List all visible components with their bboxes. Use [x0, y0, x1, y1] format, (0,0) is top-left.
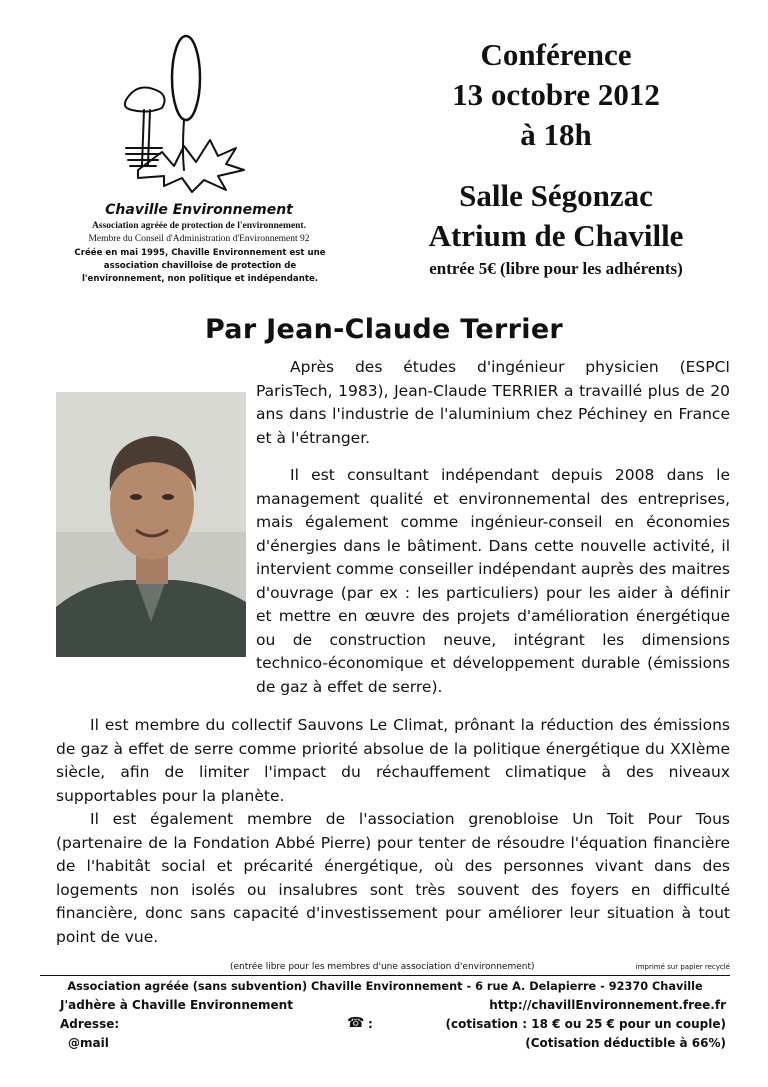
speaker-photo	[56, 392, 246, 657]
phone-icon: ☎	[347, 1015, 365, 1031]
org-description: Créée en mai 1995, Chaville Environnement est une association chavilloise de protection de l'environnement, non politique et indépendante.	[74, 248, 326, 284]
footer-email-label: @mail	[68, 1036, 109, 1050]
org-tagline: Association agréée de protection de l'environnement.	[92, 221, 306, 231]
logo	[118, 30, 268, 200]
footer-divider	[40, 975, 730, 976]
footer-recycled: imprimé sur papier recyclé	[635, 963, 730, 971]
event-venue-line2: Atrium de Chaville	[428, 218, 684, 253]
footer-fee: (cotisation : 18 € ou 25 € pour un couple)	[445, 1017, 726, 1031]
event-venue-line1: Salle Ségonzac	[459, 178, 653, 213]
org-membership: Membre du Conseil d'Administration d'Environnement 92	[88, 234, 310, 244]
event-title: Conférence	[480, 37, 632, 72]
footer-address-label: Adresse:	[60, 1017, 120, 1031]
footer-address: Association agréée (sans subvention) Chaville Environnement - 6 rue A. Delapierre - 92370 Chaville	[67, 980, 703, 993]
event-time: à 18h	[520, 117, 592, 152]
footer-note: (entrée libre pour les membres d'une association d'environnement)	[230, 962, 535, 972]
speaker-paragraph-2: Il est consultant indépendant depuis 2008 dans le management qualité et environnemental des entreprises, mais également comme ingénieur-conseil en économies d'énergies dans le bâtiment. Dans cette nouvelle activité, il intervient comme conseiller indépendant auprès des maitres d'ouvrage (par ex : les particuliers) pour les aider à définir et mettre en œuvre des projets d'amélioration énergétique ou de construction neuve, intégrant les dimensions technico-économique et développement durable (émissions de gaz à effet de serre).	[256, 466, 730, 696]
speaker-paragraph-4: Il est également membre de l'association grenobloise Un Toit Pour Tous (partenaire de la Fondation Abbé Pierre) pour tenter de résoudre l'équation financière de l'habitât social et précarité énergétique, où des personnes vivant dans des logements non isolés ou insalubres sont très souvent des foyers en difficulté financière, donc sans capacité d'investissement pour améliorer leur situation à tout point de vue.	[56, 810, 730, 946]
org-name: Chaville Environnement	[105, 202, 293, 218]
event-entry: entrée 5€ (libre pour les adhérents)	[429, 259, 683, 278]
footer-join: J'adhère à Chaville Environnement	[60, 998, 293, 1012]
speaker-heading: Par Jean-Claude Terrier	[204, 314, 564, 345]
footer-phone-label: :	[368, 1017, 373, 1031]
event-date: 13 octobre 2012	[452, 77, 660, 112]
speaker-paragraph-3: Il est membre du collectif Sauvons Le Climat, prônant la réduction des émissions de gaz à effet de serre comme priorité absolue de la politique énergétique du XXIème siècle, afin de limiter l'impact du réchauffement climatique à des niveaux supportables pour la planète.	[56, 716, 730, 805]
footer-url[interactable]: http://chavillEnvironnement.free.fr	[489, 998, 726, 1012]
speaker-paragraph-1: Après des études d'ingénieur physicien (ESPCI ParisTech, 1983), Jean-Claude TERRIER a travaillé plus de 20 ans dans l'industrie de l'aluminium chez Péchiney en France et à l'étranger.	[256, 358, 730, 447]
footer-deductible: (Cotisation déductible à 66%)	[525, 1036, 726, 1050]
